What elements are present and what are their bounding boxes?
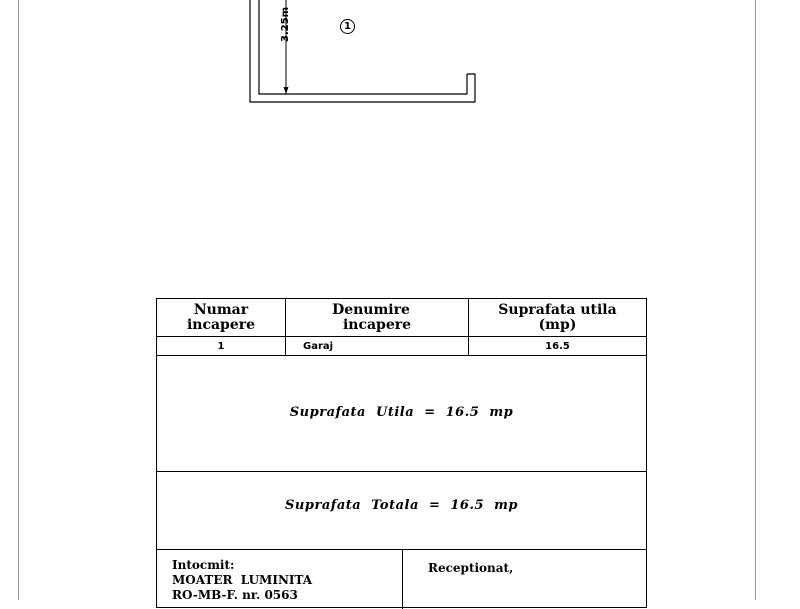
prepared-by-id: RO-MB-F. nr. 0563: [172, 588, 298, 602]
useful-area-summary: Suprafata Utila = 16.5 mp: [289, 405, 514, 420]
table-divider: [156, 336, 647, 337]
header-text: Denumire: [332, 302, 410, 318]
table-divider: [156, 471, 647, 472]
prepared-by-block: [172, 558, 312, 603]
header-text: incapere: [342, 317, 412, 333]
header-room-number: [157, 303, 285, 333]
header-text: Numar: [193, 302, 249, 318]
table-divider: [402, 549, 403, 609]
dimension-label: 3.25m: [280, 6, 291, 42]
header-text: incapere: [186, 317, 256, 333]
prepared-by-name: MOATER LUMINITA: [172, 573, 313, 587]
header-room-name: [286, 303, 468, 333]
prepared-by-label: Intocmit:: [172, 558, 235, 572]
table-row-area: 16.5: [545, 341, 570, 352]
header-useful-area: [469, 303, 646, 333]
table-divider: [156, 355, 647, 356]
header-text: (mp): [538, 317, 577, 333]
total-area-summary: Suprafata Totala = 16.5 mp: [285, 498, 518, 513]
dimension-arrow: [284, 87, 289, 94]
room-number-marker: 1: [340, 19, 355, 34]
table-row-number: 1: [217, 341, 225, 352]
floor-plan: [0, 0, 800, 110]
table-row-name: Garaj: [303, 341, 334, 352]
received-label: Receptionat,: [428, 561, 514, 575]
header-text: Suprafata utila: [498, 302, 617, 318]
